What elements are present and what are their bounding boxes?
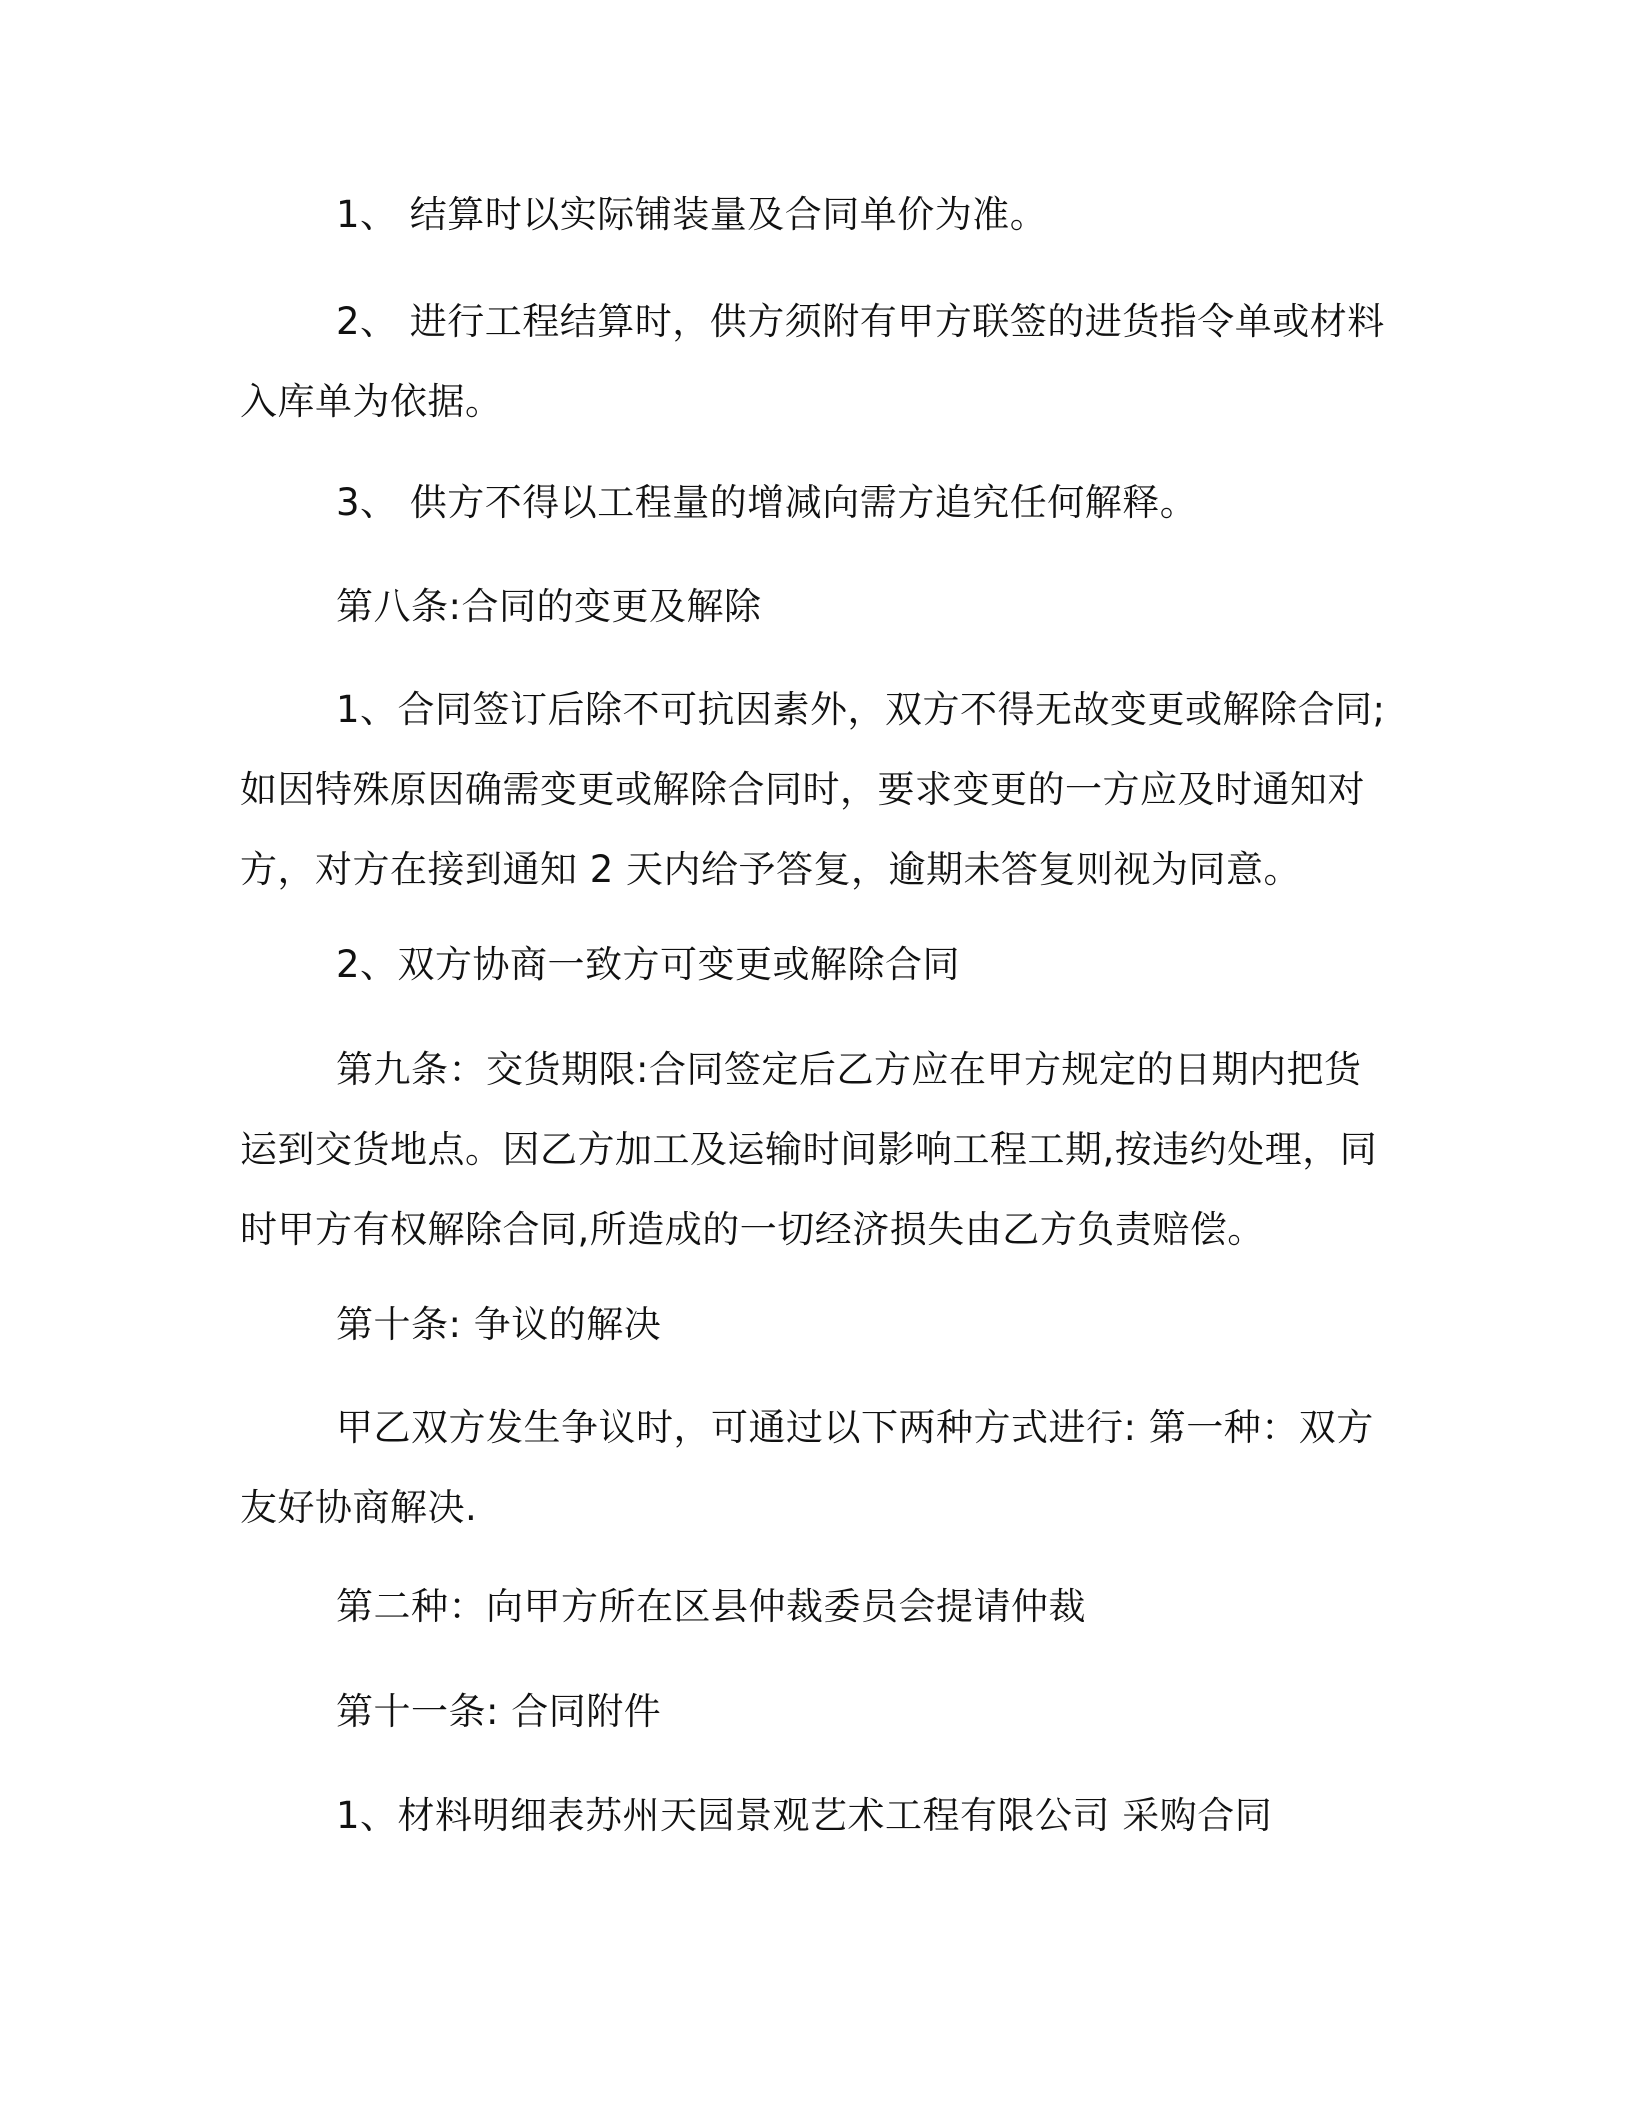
text-line: 如因特殊原因确需变更或解除合同时，要求变更的一方应及时通知对 xyxy=(240,768,1365,811)
text-line: 1、材料明细表苏州天园景观艺术工程有限公司 采购合同 xyxy=(336,1794,1273,1837)
text-line: 3、 供方不得以工程量的增减向需方追究任何解释。 xyxy=(336,481,1198,524)
clause-settlement-item-1 xyxy=(240,175,1380,255)
text-line: 甲乙双方发生争议时，可通过以下两种方式进行: 第一种：双方 xyxy=(336,1406,1374,1449)
article-10-method-2 xyxy=(240,1567,1380,1647)
text-line: 第八条:合同的变更及解除 xyxy=(336,585,762,628)
text-line: 1、 结算时以实际铺装量及合同单价为准。 xyxy=(336,193,1048,236)
article-11-item-1 xyxy=(240,1776,1380,1856)
text-line: 第十条: 争议的解决 xyxy=(336,1303,662,1346)
article-8-item-1 xyxy=(240,670,1386,910)
article-10-paragraph xyxy=(240,1388,1380,1548)
text-line: 运到交货地点。因乙方加工及运输时间影响工程工期,按违约处理，同 xyxy=(240,1128,1378,1171)
text-line: 方，对方在接到通知 2 天内给予答复，逾期未答复则视为同意。 xyxy=(240,848,1302,891)
text-line: 第九条：交货期限:合同签定后乙方应在甲方规定的日期内把货 xyxy=(336,1048,1362,1091)
article-10-heading xyxy=(240,1285,1380,1365)
article-8-heading xyxy=(240,567,1380,647)
text-line: 2、 进行工程结算时，供方须附有甲方联签的进货指令单或材料 xyxy=(336,300,1385,343)
text-line: 1、合同签订后除不可抗因素外，双方不得无故变更或解除合同; xyxy=(336,688,1386,731)
text-line: 时甲方有权解除合同,所造成的一切经济损失由乙方负责赔偿。 xyxy=(240,1208,1265,1251)
article-11-heading xyxy=(240,1672,1380,1752)
clause-settlement-item-3 xyxy=(240,463,1380,543)
text-line: 2、双方协商一致方可变更或解除合同 xyxy=(336,943,961,986)
clause-settlement-item-2 xyxy=(240,282,1385,442)
text-line: 入库单为依据。 xyxy=(240,380,503,423)
text-line: 第二种：向甲方所在区县仲裁委员会提请仲裁 xyxy=(336,1585,1086,1628)
text-line: 友好协商解决. xyxy=(240,1486,478,1529)
article-9-paragraph xyxy=(240,1030,1380,1270)
text-line: 第十一条: 合同附件 xyxy=(336,1690,662,1733)
article-8-item-2 xyxy=(240,925,1380,1005)
